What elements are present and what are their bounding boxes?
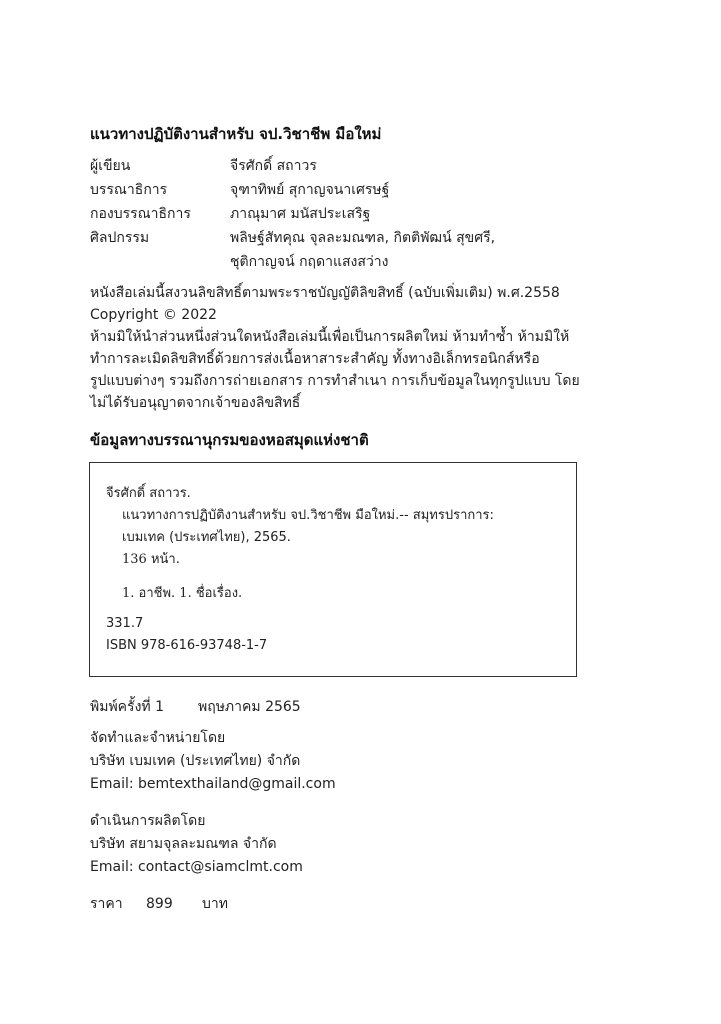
book-title: แนวทางปฏิบัติงานสำหรับ จป.วิชาชีพ มือใหม่	[90, 125, 382, 143]
cip-subjects: 1. อาชีพ. 1. ชื่อเรื่อง.	[122, 586, 243, 601]
distributor-label: จัดทำและจำหน่ายโดย	[90, 730, 226, 746]
publication-info	[90, 696, 650, 916]
copyright-text-line: ห้ามมิให้นำส่วนหนึ่งส่วนใดหนังสือเล่มนี้เพื่อเป็นการผลิตใหม่ ห้ามทำซ้ำ ห้ามมิให้	[90, 329, 570, 345]
cip-isbn: ISBN 978-616-93748-1-7	[106, 638, 268, 653]
distributor-company: บริษัท เบมเทค (ประเทศไทย) จำกัด	[90, 753, 301, 769]
print-date: พฤษภาคม 2565	[198, 699, 301, 715]
credit-role: กองบรรณาธิการ	[90, 206, 191, 222]
credit-name: ชุติกาญจน์ กฤดาแสงสว่าง	[230, 254, 389, 270]
copyright-notice: Copyright © 2022	[90, 307, 217, 323]
credit-author	[90, 154, 670, 178]
credit-art	[90, 226, 670, 274]
credit-name: พลิษฐ์สัทคุณ จุลละมณฑล, กิตติพัฒน์ สุขศรี,	[230, 230, 496, 246]
credit-editorial-board	[90, 202, 670, 226]
copyright-block	[90, 282, 650, 414]
producer-email: Email: contact@siamclmt.com	[90, 859, 303, 875]
price-row	[90, 893, 650, 916]
cip-heading: ข้อมูลทางบรรณานุกรมของหอสมุดแห่งชาติ	[90, 431, 369, 449]
credit-role: บรรณาธิการ	[90, 182, 168, 198]
cip-author: จีรศักดิ์ สถาวร.	[106, 486, 191, 501]
producer-company: บริษัท สยามจุลละมณฑล จำกัด	[90, 836, 277, 852]
cip-title: แนวทางการปฏิบัติงานสำหรับ จป.วิชาชีพ มือใหม่.-- สมุทรปราการ:	[122, 508, 494, 523]
credit-editor	[90, 178, 670, 202]
edition-label: พิมพ์ครั้งที่ 1	[90, 699, 164, 715]
printing-row	[90, 696, 650, 719]
credit-role: ผู้เขียน	[90, 158, 131, 174]
credit-name: ภาณุมาศ มนัสประเสริฐ	[230, 206, 371, 222]
copyright-text-line: ทำการละเมิดลิขสิทธิ์ด้วยการส่งเนื้อหาสาระสำคัญ ทั้งทางอิเล็กทรอนิกส์หรือ	[90, 351, 540, 367]
price-amount: 899	[146, 896, 173, 912]
copyright-text-line: รูปแบบต่างๆ รวมถึงการถ่ายเอกสาร การทำสำเนา การเก็บข้อมูลในทุกรูปแบบ โดย	[90, 373, 580, 389]
copyright-act: หนังสือเล่มนี้สงวนลิขสิทธิ์ตามพระราชบัญญัติลิขสิทธิ์ (ฉบับเพิ่มเติม) พ.ศ.2558	[90, 285, 560, 301]
cip-pages: 136 หน้า.	[122, 552, 180, 567]
price-currency: บาท	[202, 896, 228, 912]
cip-box	[89, 462, 577, 677]
credit-name: จุฑาทิพย์ สุกาญจนาเศรษฐ์	[230, 182, 390, 198]
cip-publisher: เบมเทค (ประเทศไทย), 2565.	[122, 530, 291, 545]
producer-label: ดำเนินการผลิตโดย	[90, 813, 206, 829]
distributor-email: Email: bemtexthailand@gmail.com	[90, 776, 336, 792]
credit-role: ศิลปกรรม	[90, 230, 150, 246]
credits-list	[90, 154, 670, 274]
copyright-text-line: ไม่ได้รับอนุญาตจากเจ้าของลิขสิทธิ์	[90, 395, 301, 411]
price-label: ราคา	[90, 896, 123, 912]
credit-name: จีรศักดิ์ สถาวร	[230, 158, 317, 174]
cip-classification: 331.7	[106, 616, 144, 631]
